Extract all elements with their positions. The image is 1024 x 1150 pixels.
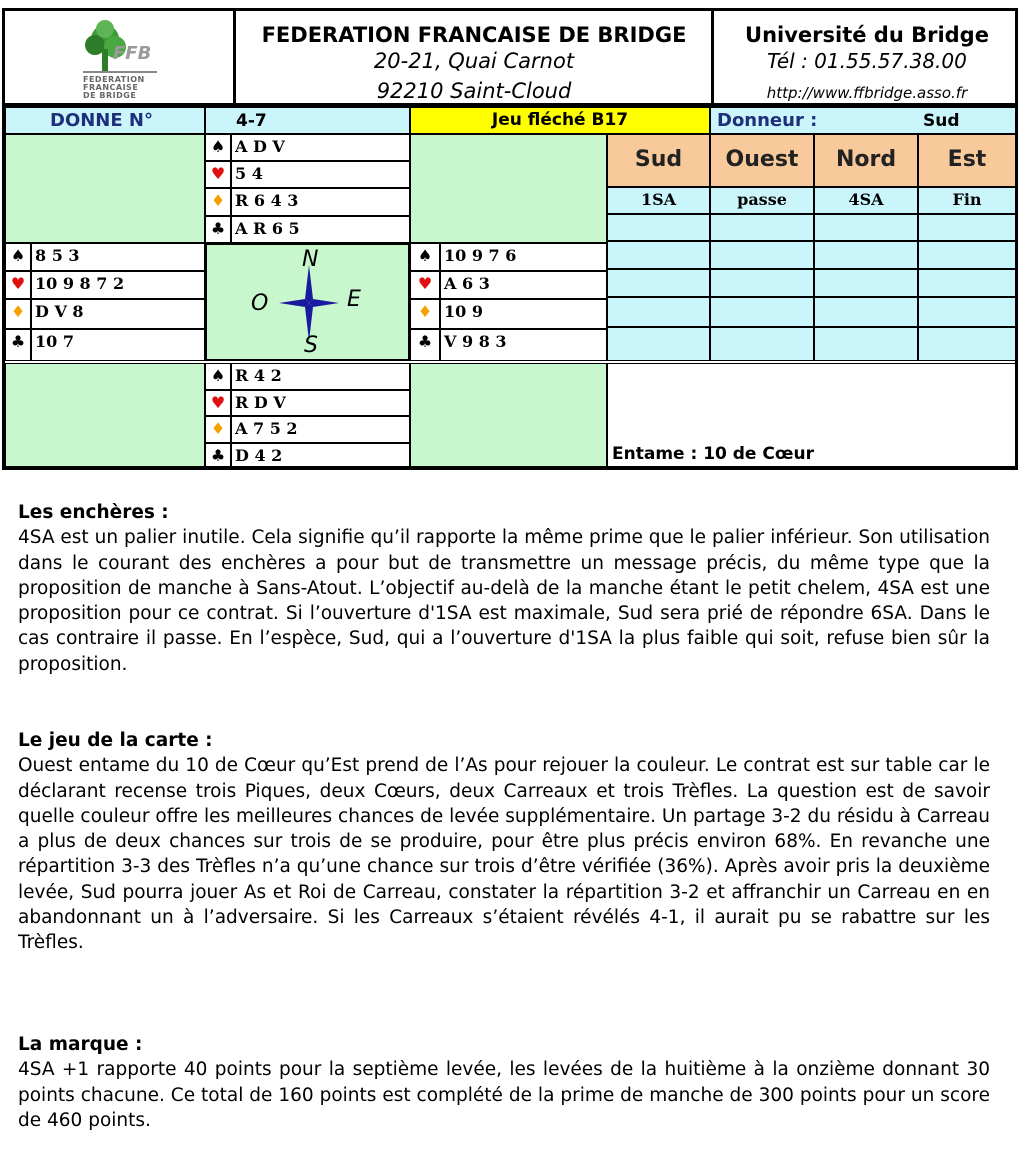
spades-icon: ♠: [205, 134, 231, 161]
diamonds-icon: ♦: [410, 299, 440, 329]
east-spades: 10 9 7 6: [440, 243, 607, 271]
compass-box: [205, 243, 410, 361]
donne-label: DONNE N°: [50, 110, 153, 131]
clubs-icon: ♣: [205, 216, 231, 243]
section-marque: [18, 1032, 990, 1133]
deal-grid: [2, 104, 1018, 470]
west-diamonds: D V 8: [31, 299, 205, 329]
diamonds-icon: ♦: [205, 188, 231, 216]
section-body: Ouest entame du 10 de Cœur qu’Est prend de l’As pour rejouer la couleur. Le contrat est sur table car le déclarant recense trois Piques, deux Cœurs, deux Carreaux et trois Trèfles. La question est de savoir quelle couleur offre les meilleures chances de levée supplémentaire. Un partage 3-2 du résidu à Carreau a plus de deux chances sur trois de se produire, pour être plus précis environ 68%. En revanche une répartition 3-3 des Trèfles n’a qu’une chance sur trois d’être vérifiée (36%). Après avoir pris la deuxième levée, Sud pourra jouer As et Roi de Carreau, constater la répartition 3-2 et affranchir un Carreau en en abandonnant un à l’adversaire. Si les Carreaux s’étaient révélés 4-1, il aurait pu se rabattre sur les Trèfles.: [18, 755, 990, 954]
bid-cell: 1SA: [607, 187, 710, 214]
bid-cell: 4SA: [814, 187, 918, 214]
sw-corner: [5, 363, 205, 467]
phone-number: Tél : 01.55.57.38.00: [767, 49, 967, 73]
lead-cell: [607, 363, 1016, 467]
section-title: Les enchères :: [18, 502, 169, 523]
bid-cell-empty: [710, 327, 814, 361]
bid-cell-empty: [710, 297, 814, 327]
bid-cell-empty: [710, 214, 814, 241]
bid-cell-empty: [814, 214, 918, 241]
hearts-icon: ♥: [5, 271, 31, 299]
bid-cell-empty: [918, 297, 1016, 327]
bid-cell-empty: [918, 241, 1016, 269]
bid-cell-empty: [814, 327, 918, 361]
west-hearts: 10 9 8 7 2: [31, 271, 205, 299]
nw-corner: [5, 134, 205, 243]
website-link[interactable]: http://www.ffbridge.asso.fr: [766, 84, 968, 102]
donne-value-cell: [205, 107, 410, 134]
east-clubs: V 9 8 3: [440, 329, 607, 361]
west-spades: 8 5 3: [31, 243, 205, 271]
donne-label-cell: [5, 107, 205, 134]
south-diamonds: A 7 5 2: [231, 416, 410, 443]
bid-cell-empty: [607, 214, 710, 241]
section-title: La marque :: [18, 1034, 143, 1055]
donne-value: 4-7: [236, 111, 267, 131]
hearts-icon: ♥: [205, 161, 231, 188]
clubs-icon: ♣: [5, 329, 31, 361]
spades-icon: ♠: [205, 363, 231, 390]
west-clubs: 10 7: [31, 329, 205, 361]
logo-caption-3: DE BRIDGE: [83, 91, 137, 100]
bid-cell: Fin: [918, 187, 1016, 214]
header: [2, 8, 1018, 106]
compass-north: N: [302, 247, 319, 272]
bid-cell-empty: [607, 241, 710, 269]
bid-cell-empty: [814, 297, 918, 327]
dealer-label: Donneur :: [717, 110, 818, 131]
section-body: 4SA +1 rapporte 40 points pour la septième levée, les levées de la huitième à la onzième donnant 30 points chacune. Ce total de 160 points est complété de la prime de manche de 300 points pour un score de 460 points.: [18, 1059, 990, 1131]
dealer-value: Sud: [923, 111, 960, 131]
south-clubs: D 4 2: [231, 443, 410, 467]
hearts-icon: ♥: [205, 390, 231, 416]
header-divider: [711, 11, 714, 109]
bid-cell: passe: [710, 187, 814, 214]
bid-cell-empty: [814, 269, 918, 297]
bid-cell-empty: [918, 327, 1016, 361]
bid-cell-empty: [814, 241, 918, 269]
north-hearts: 5 4: [231, 161, 410, 188]
section-jeu: [18, 728, 990, 956]
university-title: Université du Bridge: [745, 23, 989, 47]
diamonds-icon: ♦: [205, 416, 231, 443]
compass-west: O: [251, 291, 269, 316]
bid-header-sud: Sud: [607, 134, 710, 187]
game-label-cell: [410, 107, 710, 134]
south-hearts: R D V: [231, 390, 410, 416]
lead-text: Entame : 10 de Cœur: [612, 444, 814, 464]
spades-icon: ♠: [410, 243, 440, 271]
bid-header-ouest: Ouest: [710, 134, 814, 187]
se-corner: [410, 363, 607, 467]
bid-cell-empty: [918, 214, 1016, 241]
bid-header-nord: Nord: [814, 134, 918, 187]
compass-east: E: [347, 287, 361, 312]
game-label: Jeu fléché B17: [491, 110, 629, 130]
bid-cell-empty: [607, 297, 710, 327]
clubs-icon: ♣: [205, 443, 231, 467]
section-body: 4SA est un palier inutile. Cela signifie qu’il rapporte la même prime que le palier inférieur. Son utilisation dans le courant des enchères a pour but de transmettre un message précis, du même type que la proposition de manche à Sans-Atout. L’objectif au-delà de la manche étant le petit chelem, 4SA est une proposition pour ce contrat. Si l’ouverture d'1SA est maximale, Sud sera prié de répondre 6SA. Dans le cas contraire il passe. En l’espèce, Sud, qui a l’ouverture d'1SA la plus faible qui soit, refuse bien sûr la proposition.: [18, 527, 990, 675]
section-encheres: [18, 500, 990, 677]
north-diamonds: R 6 4 3: [231, 188, 410, 216]
address-line-2: 92210 Saint-Cloud: [376, 79, 572, 103]
logo-text: FFB: [113, 43, 152, 64]
north-spades: A D V: [231, 134, 410, 161]
ffb-logo: [75, 19, 165, 103]
bid-header-est: Est: [918, 134, 1016, 187]
dealer-cell: [710, 107, 1016, 134]
north-clubs: A R 6 5: [231, 216, 410, 243]
bid-cell-empty: [710, 269, 814, 297]
bid-cell-empty: [607, 327, 710, 361]
bid-cell-empty: [918, 269, 1016, 297]
bid-cell-empty: [607, 269, 710, 297]
compass-south: S: [304, 333, 318, 358]
federation-title: FEDERATION FRANCAISE DE BRIDGE: [261, 23, 687, 47]
header-divider: [233, 11, 236, 109]
ne-corner: [410, 134, 607, 243]
spades-icon: ♠: [5, 243, 31, 271]
bid-cell-empty: [710, 241, 814, 269]
hearts-icon: ♥: [410, 271, 440, 299]
east-hearts: A 6 3: [440, 271, 607, 299]
east-diamonds: 10 9: [440, 299, 607, 329]
section-title: Le jeu de la carte :: [18, 730, 213, 751]
address-line-1: 20-21, Quai Carnot: [373, 49, 575, 73]
diamonds-icon: ♦: [5, 299, 31, 329]
logo-caption-2: FRANCAISE: [83, 83, 139, 92]
logo-caption-1: FEDERATION: [83, 75, 145, 84]
south-spades: R 4 2: [231, 363, 410, 390]
clubs-icon: ♣: [410, 329, 440, 361]
